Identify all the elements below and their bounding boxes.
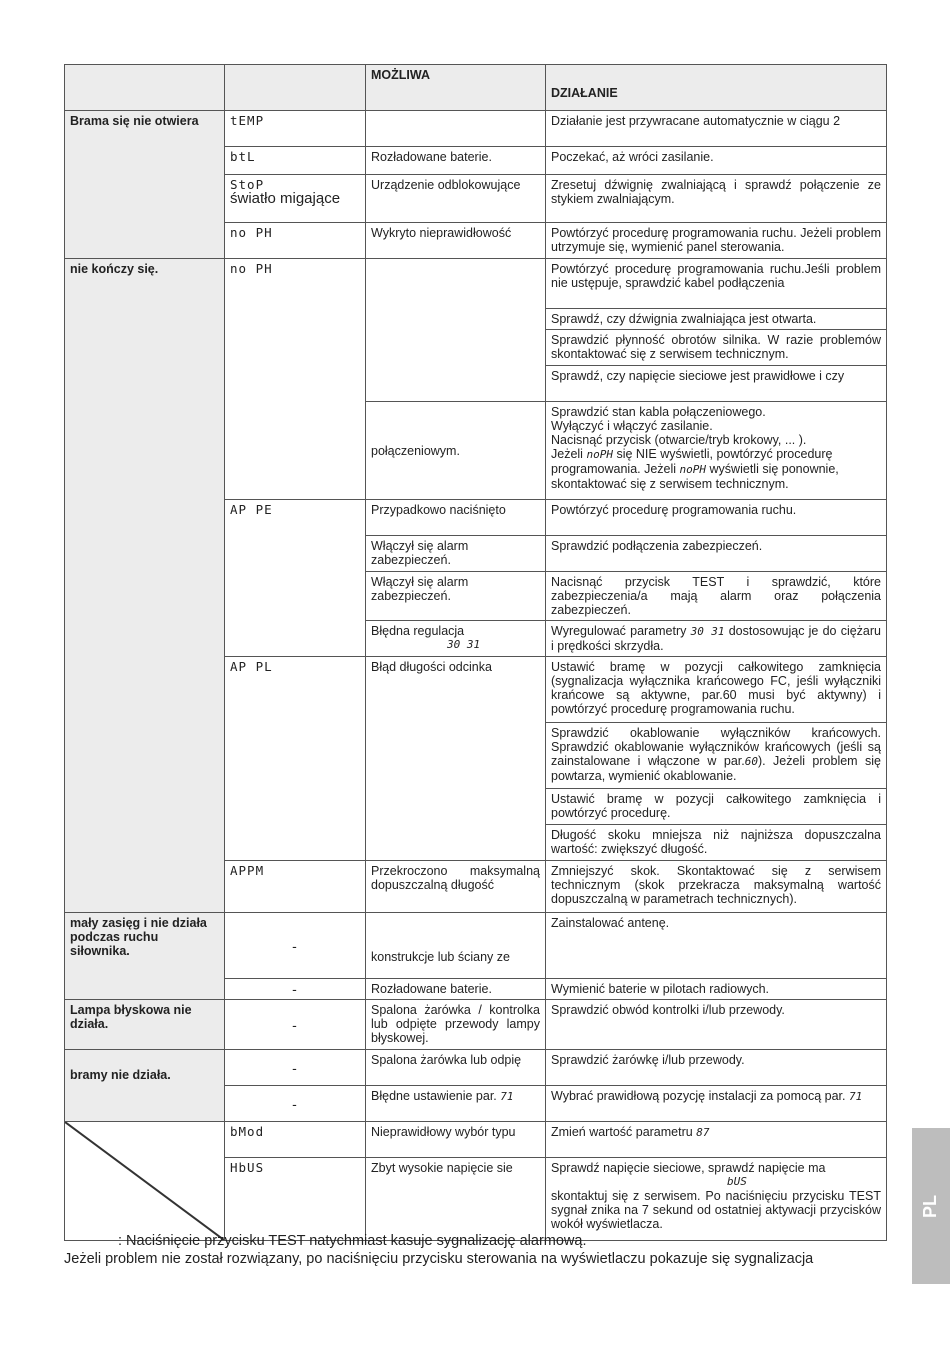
- action-cell: [546, 402, 887, 500]
- action-cell: Ustawić bramę w pozycji całkowitego zamknięcia i powtórzyć procedurę.: [546, 789, 887, 825]
- action-cell: [546, 1086, 887, 1122]
- language-tab: [912, 1128, 950, 1284]
- display-code: bMod: [225, 1122, 366, 1158]
- problem-cell: Lampa błyskowa nie działa.: [65, 1000, 225, 1050]
- action-text: Sprawdzić okablowanie wyłączników krańcowych. Sprawdzić okablowanie wyłączników krańcowych (jeśli są zainstalowane i włączone w par.: [551, 726, 881, 768]
- header-code: [225, 65, 366, 111]
- cause-cell: Rozładowane baterie.: [366, 979, 546, 1000]
- action-cell: Zainstalować antenę.: [546, 913, 887, 979]
- cause-cell: Przypadkowo naciśnięto: [366, 500, 546, 536]
- language-tab-label: PL: [920, 1194, 941, 1218]
- action-line: Nacisnąć przycisk (otwarcie/tryb krokowy, ... ).: [551, 433, 807, 447]
- code-note: światło migające: [230, 190, 341, 207]
- display-code: -: [225, 1000, 366, 1050]
- problem-cell: Brama się nie otwiera: [65, 111, 225, 259]
- cause-cell: Spalona żarówka / kontrolka lub odpięte przewody lampy błyskowej.: [366, 1000, 546, 1050]
- cause-cell: Przekroczono maksymalną dopuszczalną długość: [366, 861, 546, 913]
- table-row: [65, 1122, 887, 1158]
- action-line: Sprawdzić stan kabla połączeniowego.: [551, 405, 766, 419]
- display-code: AP PL: [225, 657, 366, 861]
- cause-cell: [366, 259, 546, 402]
- display-code: tEMP: [225, 111, 366, 147]
- display-code: HbUS: [225, 1158, 366, 1241]
- cause-cell: [366, 1086, 546, 1122]
- header-problem: [65, 65, 225, 111]
- cause-cell: konstrukcje lub ściany ze: [366, 913, 546, 979]
- action-text: Zmień wartość parametru: [551, 1125, 693, 1139]
- header-cause: MOŻLIWA: [366, 65, 546, 111]
- action-text: Wybrać prawidłową pozycję instalacji za pomocą par.: [551, 1089, 846, 1103]
- table-row: [65, 1050, 887, 1086]
- action-cell: Działanie jest przywracane automatycznie w ciągu 2: [546, 111, 887, 147]
- header-action: DZIAŁANIE: [546, 65, 887, 111]
- display-code-inline: noPH: [586, 448, 613, 461]
- problem-cell: bramy nie działa.: [65, 1050, 225, 1122]
- cause-cell: Spalona żarówka lub odpię: [366, 1050, 546, 1086]
- footnote-line-2: Jeżeli problem nie został rozwiązany, po naciśnięciu przycisku sterowania na wyświetlaczu pokazuje się sygnalizacja: [64, 1251, 814, 1267]
- cause-cell: Rozładowane baterie.: [366, 147, 546, 175]
- action-line: Wyłączyć i włączyć zasilanie.: [551, 419, 713, 433]
- empty-diagonal-cell: [65, 1122, 225, 1241]
- cause-cell: Zbyt wysokie napięcie sie: [366, 1158, 546, 1241]
- display-code: no PH: [225, 223, 366, 259]
- cause-cell: Wykryto nieprawidłowość: [366, 223, 546, 259]
- action-cell: [546, 723, 887, 789]
- action-cell: [546, 621, 887, 657]
- problem-cell: mały zasięg i nie działa podczas ruchu siłownika.: [65, 913, 225, 1000]
- display-code: btL: [225, 147, 366, 175]
- action-cell: Sprawdź, czy dźwignia zwalniająca jest otwarta.: [546, 309, 887, 330]
- cause-cell: Urządzenie odblokowujące: [366, 175, 546, 223]
- action-cell: Wymienić baterie w pilotach radiowych.: [546, 979, 887, 1000]
- display-code: -: [225, 1086, 366, 1122]
- action-cell: Sprawdzić płynność obrotów silnika. W razie problemów skontaktować się z serwisem technicznym.: [546, 330, 887, 366]
- cause-cell: [366, 621, 546, 657]
- action-cell: [546, 1122, 887, 1158]
- cause-cell: Nieprawidłowy wybór typu: [366, 1122, 546, 1158]
- action-cell: Sprawdzić żarówkę i/lub przewody.: [546, 1050, 887, 1086]
- display-code-inline: 30 31: [690, 625, 725, 638]
- action-text: Sprawdź napięcie sieciowe, sprawdź napięcie ma: [551, 1161, 826, 1176]
- display-code-inline: 60: [744, 755, 758, 768]
- action-cell: Powtórzyć procedurę programowania ruchu. Jeżeli problem utrzymuje się, wymienić panel sterowania.: [546, 223, 887, 259]
- action-text: dostosowując je do ciężaru i prędkości skrzydła.: [551, 624, 881, 653]
- display-code: no PH: [225, 259, 366, 500]
- cause-text: Błędna regulacja: [371, 624, 465, 638]
- action-text: Wyregulować parametry: [551, 624, 687, 638]
- display-code: -: [225, 1050, 366, 1086]
- action-cell: Ustawić bramę w pozycji całkowitego zamknięcia (sygnalizacja wyłącznika krańcowego FC, jeśli wyłączniki krańcowe są aktywne, par.60 musi być aktywny) i powtórzyć procedurę programowania ruchu.: [546, 657, 887, 723]
- troubleshooting-table: [64, 64, 887, 1241]
- action-line: się NIE wyświetli, powtórzyć procedurę programowania. Jeżeli: [551, 447, 833, 476]
- problem-cell: nie kończy się.: [65, 259, 225, 913]
- action-line: wyświetli się ponownie, skontaktować się z serwisem technicznym.: [551, 462, 839, 491]
- display-code: -: [225, 913, 366, 979]
- cause-text: Błędne ustawienie par.: [371, 1089, 497, 1103]
- action-cell: Powtórzyć procedurę programowania ruchu.Jeśli problem nie ustępuje, sprawdzić kabel podłączenia: [546, 259, 887, 309]
- action-cell: Sprawdzić obwód kontrolki i/lub przewody.: [546, 1000, 887, 1050]
- cause-cell: Błąd długości odcinka: [366, 657, 546, 861]
- display-code-cell: [225, 175, 366, 223]
- cause-cell: [366, 111, 546, 147]
- display-code: StoP: [230, 177, 265, 192]
- display-code-inline: bUS: [727, 1175, 747, 1189]
- cause-cell: Włączył się alarm zabezpieczeń.: [366, 572, 546, 621]
- display-code-inline: 87: [696, 1126, 710, 1139]
- action-cell: Poczekać, aż wróci zasilanie.: [546, 147, 887, 175]
- action-cell: Zresetuj dźwignię zwalniającą i sprawdź połączenie ze stykiem zwalniającym.: [546, 175, 887, 223]
- display-code-inline: 71: [848, 1090, 863, 1103]
- action-cell: Zmniejszyć skok. Skontaktować się z serwisem technicznym (skok przekracza maksymalną wartość dopuszczalną w parametrach technicznych).: [546, 861, 887, 913]
- action-text: ). Jeżeli problem się powtarza, wymienić okablowanie.: [551, 754, 881, 783]
- diagonal-line: [65, 1122, 224, 1240]
- display-code-inline: 71: [500, 1090, 514, 1103]
- footnote-line-1: : Naciśnięcie przycisku TEST natychmiast kasuje sygnalizację alarmową.: [118, 1233, 587, 1249]
- cause-cell: Włączył się alarm zabezpieczeń.: [366, 536, 546, 572]
- cause-cell: połączeniowym.: [366, 402, 546, 500]
- action-text: skontaktuj się z serwisem. Po naciśnięciu przycisku TEST sygnał znika na 7 sekund od ostatniej aktywacji przycisków wokół wyświetlacza.: [551, 1189, 881, 1232]
- action-cell: [546, 1158, 887, 1241]
- display-code: -: [225, 979, 366, 1000]
- action-line: Jeżeli: [551, 447, 583, 461]
- action-cell: Długość skoku mniejsza niż najniższa dopuszczalna wartość: zwiększyć długość.: [546, 825, 887, 861]
- display-code-inline: 30 31: [447, 638, 481, 651]
- table-row: [65, 1000, 887, 1050]
- table-row: [65, 111, 887, 147]
- display-code: APPM: [225, 861, 366, 913]
- action-cell: Powtórzyć procedurę programowania ruchu.: [546, 500, 887, 536]
- table-row: [65, 259, 887, 309]
- action-cell: Sprawdzić podłączenia zabezpieczeń.: [546, 536, 887, 572]
- table-row: [65, 913, 887, 979]
- display-code: AP PE: [225, 500, 366, 657]
- action-cell: Nacisnąć przycisk TEST i sprawdzić, które zabezpieczenia/a mają alarm oraz połączenia zabezpieczeń.: [546, 572, 887, 621]
- table-header-row: [65, 65, 887, 111]
- action-cell: Sprawdź, czy napięcie sieciowe jest prawidłowe i czy: [546, 366, 887, 402]
- display-code-inline: noPH: [679, 463, 707, 476]
